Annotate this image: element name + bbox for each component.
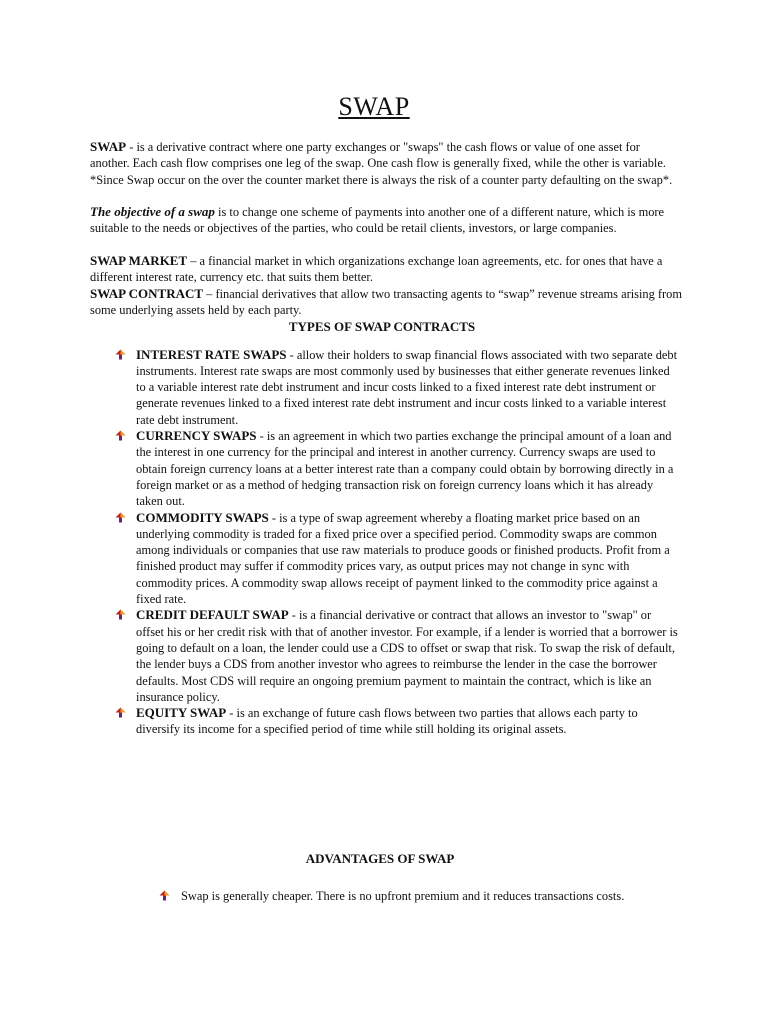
swap-term: SWAP	[90, 139, 127, 154]
arrow-bullet-icon	[115, 349, 126, 360]
swap-definition	[90, 139, 682, 172]
type-term: COMMODITY SWAPS	[136, 509, 269, 525]
type-term: INTEREST RATE SWAPS	[136, 346, 287, 362]
list-item	[136, 347, 682, 428]
page-title: SWAP	[338, 92, 410, 121]
type-text: - is a financial derivative or contract that allows an investor to "swap" or offset his or her credit risk with that of another investor. For example, if a lender is worried that a borrower is going to default on a loan, the lender could use a CDS to offset or swap that risk. To swap the risk of default, the lender buys a CDS from another investor who agrees to reimburse the lender in the case the borrower defaults. Most CDS will require an ongoing premium payment to maintain the contract, which is like an insurance policy.	[136, 608, 678, 704]
list-item	[136, 428, 682, 509]
type-term: CREDIT DEFAULT SWAP	[136, 607, 289, 623]
advantage-text: Swap is generally cheaper. There is no upfront premium and it reduces transactions costs.	[181, 889, 625, 903]
types-list	[90, 347, 682, 738]
contract-paragraph	[90, 286, 682, 319]
market-term: SWAP MARKET	[90, 253, 188, 269]
list-item	[181, 888, 661, 904]
market-text: – a financial market in which organizations exchange loan agreements, etc. for ones that have a different interest rate, currency etc. that suits them better.	[90, 254, 663, 285]
list-item	[136, 705, 682, 738]
advantages-list	[181, 888, 661, 904]
contract-text: – financial derivatives that allow two transacting agents to “swap” revenue streams arising from some underlying assets held by each party.	[90, 286, 682, 317]
arrow-bullet-icon	[159, 890, 170, 901]
arrow-bullet-icon	[115, 512, 126, 523]
advantages-heading: ADVANTAGES OF SWAP	[305, 851, 455, 866]
swap-note: *Since Swap occur on the over the counter market there is always the risk of a counter party defaulting on the swap*.	[90, 172, 673, 187]
type-text: - allow their holders to swap financial flows associated with two separate debt instruments. Interest rate swaps are most commonly used by businesses that either generate revenues linked to a variable interest rate debt instrument and incur costs linked to a fixed interest rate debt instrument or generate revenues linked to a fixed interest rate debt instrument and incur costs linked to a variable interest rate debt instrument.	[136, 347, 678, 427]
document-body	[90, 139, 682, 738]
types-heading: TYPES OF SWAP CONTRACTS	[288, 319, 476, 335]
arrow-bullet-icon	[115, 707, 126, 718]
type-term: EQUITY SWAP	[136, 705, 227, 721]
type-term: CURRENCY SWAPS	[136, 428, 257, 444]
objective-term: The objective of a swap	[90, 204, 215, 220]
swap-definition-text: - is a derivative contract where one party exchanges or "swaps" the cash flows or value of one asset for another. Each cash flow comprises one leg of the swap. One cash flow is generally fixed, while the other is variable.	[90, 140, 666, 171]
objective-paragraph	[90, 204, 682, 237]
type-text: - is an exchange of future cash flows between two parties that allows each party to diversify its income for a specified period of time while still holding its original assets.	[136, 706, 638, 737]
arrow-bullet-icon	[115, 609, 126, 620]
type-text: - is an agreement in which two parties exchange the principal amount of a loan and the interest in one currency for the principal and interest in another currency. Currency swaps are used to obtain foreign currency loans at a better interest rate than a company could obtain by borrowing directly in a foreign market or as a method of hedging transaction risk on foreign currency loans which it has already taken out.	[136, 429, 674, 509]
contract-term: SWAP CONTRACT	[90, 285, 204, 301]
list-item	[136, 510, 682, 608]
market-paragraph	[90, 253, 682, 286]
arrow-bullet-icon	[115, 430, 126, 441]
objective-text: is to change one scheme of payments into another one of a different nature, which is more suitable to the needs or objectives of the parties, who could be retail clients, investors, or large companies.	[90, 205, 665, 236]
list-item	[136, 607, 682, 705]
type-text: - is a type of swap agreement whereby a floating market price based on an underlying commodity is traded for a fixed price over a specified period. Commodity swaps are common among individuals or companies that use raw materials to produce goods or finished products. Profit from a finished product may suffer if commodity prices vary, as output prices may not change in sync with commodity prices. A commodity swap allows receipt of payment linked to the commodity price against a fixed rate.	[136, 510, 670, 607]
